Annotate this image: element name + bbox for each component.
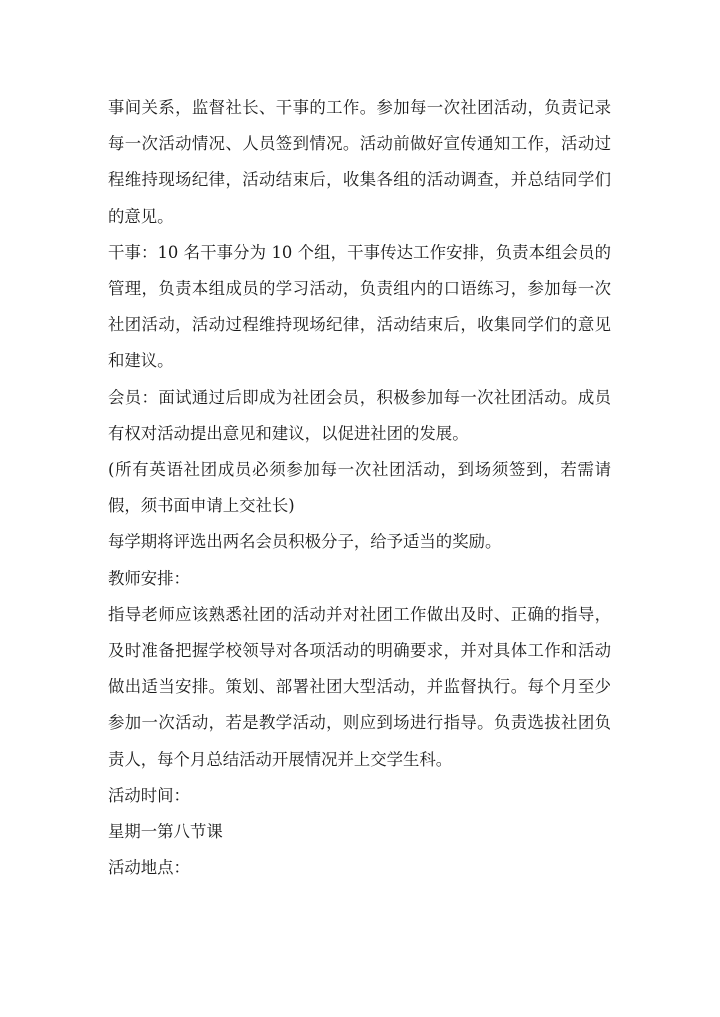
paragraph-staff-duties: 干事：10 名干事分为 10 个组，干事传达工作安排，负责本组会员的管理，负责本组成员的学习活动，负责组内的口语练习，参加每一次社团活动，活动过程维持现场纪律，活动结束后，收集同学们的意见和建议。 [108,242,611,371]
heading-activity-location: 活动地点： [108,858,190,878]
paragraph-awards: 每学期将评选出两名会员积极分子，给予适当的奖励。 [108,532,502,552]
heading-activity-time: 活动时间： [108,785,190,805]
paragraph-attendance-note: (所有英语社团成员必须参加每一次社团活动，到场须签到，若需请假，须书面申请上交社长) [108,460,611,516]
paragraph-duties-continued: 事间关系，监督社长、干事的工作。参加每一次社团活动，负责记录每一次活动情况、人员签到情况。活动前做好宣传通知工作，活动过程维持现场纪律，活动结束后，收集各组的活动调查，并总结同学们的意见。 [108,98,611,226]
paragraph-member-duties: 会员：面试通过后即成为社团会员，积极参加每一次社团活动。成员有权对活动提出意见和建议，以促进社团的发展。 [108,387,611,443]
paragraph-activity-time-value: 星期一第八节课 [108,822,223,842]
document-body [108,90,611,886]
paragraph-teacher-duties: 指导老师应该熟悉社团的活动并对社团工作做出及时、正确的指导，及时准备把握学校领导对各项活动的明确要求，并对具体工作和活动做出适当安排。策划、部署社团大型活动，并监督执行。每个月至少参加一次活动，若是教学活动，则应到场进行指导。负责选拔社团负责人，每个月总结活动开展情况并上交学生科。 [108,604,611,769]
heading-teacher-arrangement: 教师安排： [108,568,190,588]
